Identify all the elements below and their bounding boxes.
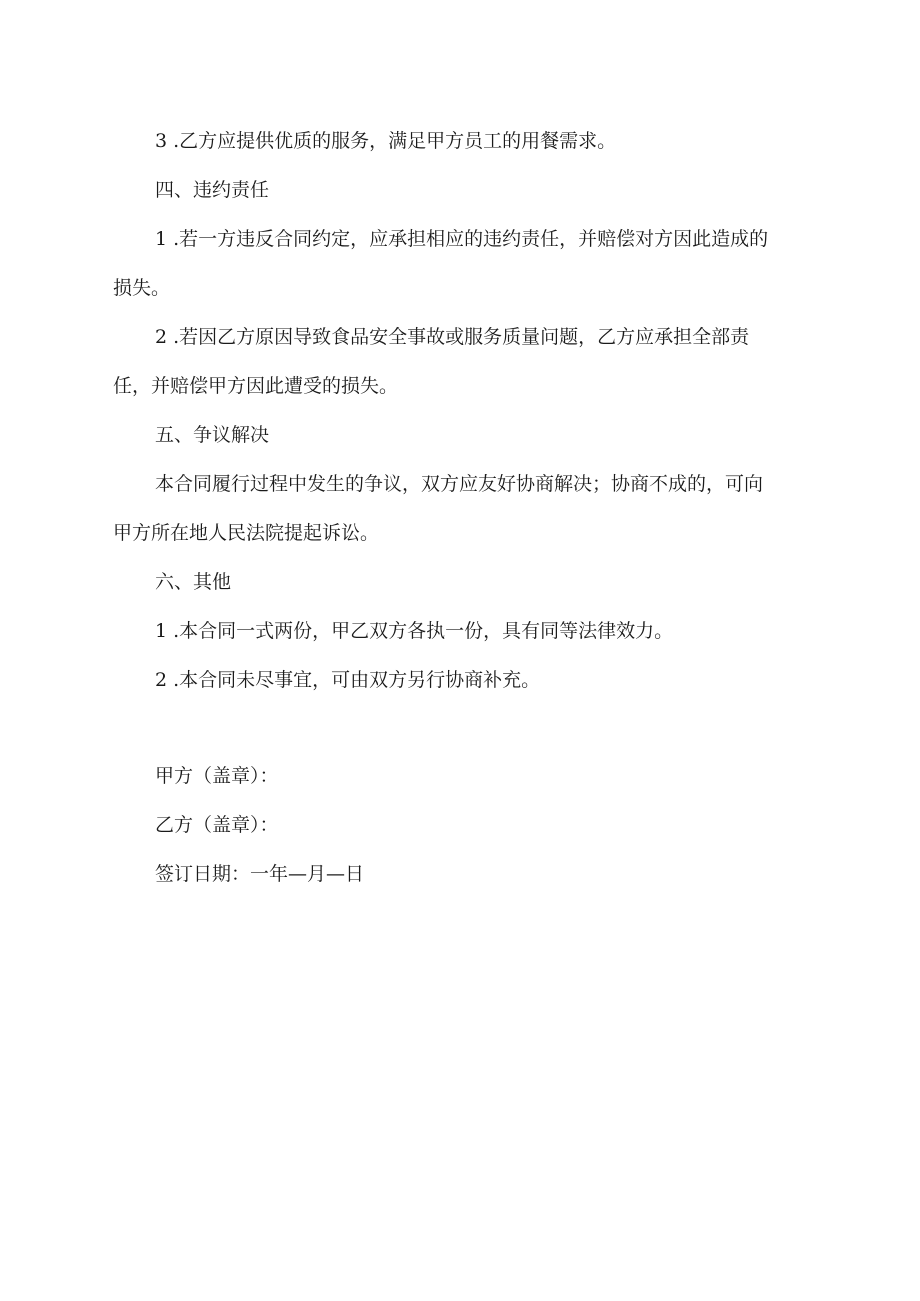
clause-dispute-line-2: 甲方所在地人民法院提起诉讼。	[113, 522, 380, 544]
signature-party-a: 甲方（盖章）：	[155, 765, 279, 787]
signature-date: 签订日期：一年—月—日	[155, 863, 365, 885]
clause-breach-1-line-1: 1 .若一方违反合同约定，应承担相应的违约责任，并赔偿对方因此造成的	[155, 228, 769, 250]
clause-breach-1-line-2: 损失。	[113, 277, 171, 299]
clause-breach-2-line-1: 2 .若因乙方原因导致食品安全事故或服务质量问题，乙方应承担全部责	[155, 326, 750, 348]
clause-other-2: 2 .本合同未尽事宜，可由双方另行协商补充。	[155, 669, 541, 691]
section-heading-other: 六、其他	[155, 571, 232, 593]
signature-party-b: 乙方（盖章）：	[155, 814, 279, 836]
clause-breach-2-line-2: 任，并赔偿甲方因此遭受的损失。	[113, 375, 399, 397]
section-heading-breach-liability: 四、违约责任	[155, 179, 270, 201]
clause-other-1: 1 .本合同一式两份，甲乙双方各执一份，具有同等法律效力。	[155, 620, 674, 642]
clause-3-service-quality: 3 .乙方应提供优质的服务，满足甲方员工的用餐需求。	[155, 130, 617, 152]
section-heading-dispute-resolution: 五、争议解决	[155, 424, 270, 446]
clause-dispute-line-1: 本合同履行过程中发生的争议，双方应友好协商解决；协商不成的，可向	[155, 473, 764, 495]
